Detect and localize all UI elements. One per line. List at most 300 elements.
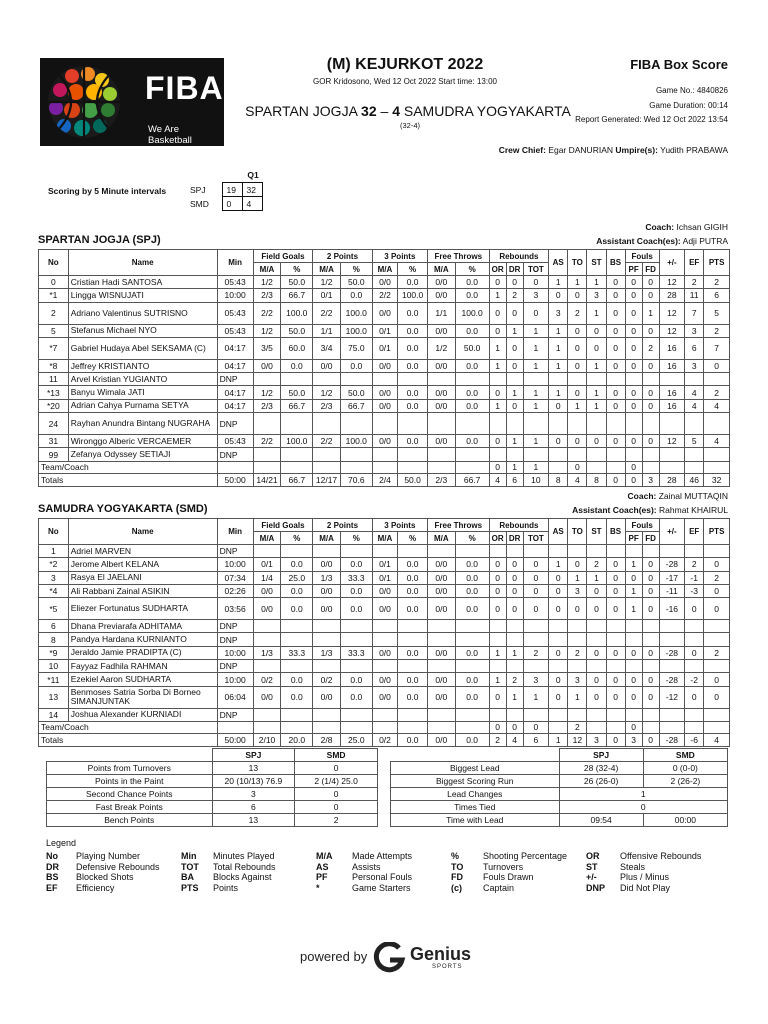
assists: [549, 708, 568, 721]
blocks: [606, 373, 625, 386]
assists: 1: [549, 324, 568, 337]
p3-made-attempted: 0/0: [372, 673, 398, 686]
p3-made-attempted: 0/0: [372, 302, 398, 324]
legend-description: Offensive Rebounds: [620, 851, 702, 861]
assists: [549, 620, 568, 633]
ft-made-attempted: 0/0: [427, 386, 455, 399]
ft-pct: 0.0: [455, 673, 489, 686]
ft-pct: 0.0: [455, 558, 489, 571]
fg-pct: [281, 545, 313, 558]
blocks: [606, 708, 625, 721]
fg-made-attempted: 1/4: [253, 571, 281, 584]
blocks: 0: [606, 337, 625, 359]
totals-row: [39, 733, 730, 746]
blocks: 0: [606, 399, 625, 412]
points: 2: [704, 386, 730, 399]
def-rebounds: 6: [506, 473, 523, 486]
off-rebounds: 4: [489, 473, 506, 486]
fouls-drawn: [642, 545, 659, 558]
fouls-drawn: 1: [642, 302, 659, 324]
personal-fouls: [625, 708, 642, 721]
off-rebounds: [489, 373, 506, 386]
ft-pct: 100.0: [455, 302, 489, 324]
summary-row: [47, 762, 378, 775]
summary-row: [391, 814, 728, 827]
turnovers: [568, 708, 587, 721]
p3-pct: [398, 620, 428, 633]
assists: 1: [549, 337, 568, 359]
off-rebounds: [489, 660, 506, 673]
legend-key: %: [451, 851, 460, 861]
ft-pct: 0.0: [455, 399, 489, 412]
fg-made-attempted: 1/2: [253, 386, 281, 399]
p3-made-attempted: 0/1: [372, 324, 398, 337]
p2-made-attempted: 1/1: [313, 324, 341, 337]
p2-made-attempted: 0/0: [313, 359, 341, 372]
legend-key: BA: [181, 872, 194, 882]
blocks: 0: [606, 324, 625, 337]
fg-pct: 50.0: [281, 386, 313, 399]
coach-label: Coach:: [627, 491, 657, 501]
interval-label: Scoring by 5 Minute intervals: [48, 186, 167, 196]
col-3-points: 3 Points: [372, 250, 427, 263]
legend-description: Efficiency: [76, 882, 115, 893]
summary-value: 26 (26-0): [559, 775, 643, 788]
col-dr: DR: [506, 263, 523, 276]
player-number: 24: [39, 413, 69, 435]
ft-made-attempted: 1/2: [427, 337, 455, 359]
fouls-drawn: 0: [642, 399, 659, 412]
efficiency: 2: [685, 558, 704, 571]
interval-table: [190, 182, 263, 211]
home-assistant-coach: [596, 236, 728, 246]
col-pct: %: [455, 532, 489, 545]
game-flow-summary: [390, 748, 728, 827]
ft-made-attempted: 0/0: [427, 571, 455, 584]
plus-minus: 16: [659, 386, 685, 399]
steals: 3: [587, 289, 606, 302]
def-rebounds: 2: [506, 673, 523, 686]
ft-pct: 0.0: [455, 686, 489, 708]
player-name: Lingga WISNUJATI: [68, 289, 217, 302]
total-rebounds: [523, 545, 549, 558]
p2-made-attempted: 0/0: [313, 598, 341, 620]
p3-made-attempted: [372, 373, 398, 386]
plus-minus: [659, 448, 685, 461]
interval-value: 0: [222, 197, 242, 211]
player-number: 14: [39, 708, 69, 721]
turnovers: [568, 660, 587, 673]
fouls-drawn: 0: [642, 558, 659, 571]
total-rebounds: 3: [523, 289, 549, 302]
assists: [549, 461, 568, 473]
blocks: [606, 461, 625, 473]
fg-pct: [281, 461, 313, 473]
turnovers: 0: [568, 359, 587, 372]
efficiency: [685, 620, 704, 633]
off-rebounds: 1: [489, 399, 506, 412]
col-field-goals: Field Goals: [253, 519, 313, 532]
def-rebounds: 1: [506, 686, 523, 708]
efficiency: [685, 660, 704, 673]
off-rebounds: 0: [489, 461, 506, 473]
minutes: [217, 461, 253, 473]
points: 4: [704, 435, 730, 448]
col-free-throws: Free Throws: [427, 519, 489, 532]
col-dr: DR: [506, 532, 523, 545]
away-team-title: SAMUDRA YOGYAKARTA (SMD): [38, 503, 208, 515]
efficiency: 3: [685, 324, 704, 337]
ft-pct: 0.0: [455, 646, 489, 659]
totals-row: [39, 473, 730, 486]
p3-made-attempted: 2/2: [372, 289, 398, 302]
officials-line: [499, 145, 728, 155]
table-row: [39, 359, 730, 372]
ft-pct: 0.0: [455, 435, 489, 448]
p3-pct: 0.0: [398, 435, 428, 448]
points: 2: [704, 571, 730, 584]
umpires: Yudith PRABAWA: [660, 145, 728, 155]
off-rebounds: 0: [489, 276, 506, 289]
p2-made-attempted: 2/3: [313, 399, 341, 412]
steals: 0: [587, 646, 606, 659]
legend-key: OR: [586, 851, 600, 861]
table-row: [39, 673, 730, 686]
p2-made-attempted: [313, 620, 341, 633]
p3-pct: 50.0: [398, 473, 428, 486]
p2-pct: [340, 620, 372, 633]
p2-pct: 0.0: [340, 686, 372, 708]
blocks: 0: [606, 289, 625, 302]
minutes: [217, 721, 253, 733]
turnovers: 2: [568, 302, 587, 324]
ft-pct: 0.0: [455, 324, 489, 337]
totals-label: Totals: [39, 473, 218, 486]
table-row: [39, 386, 730, 399]
p3-made-attempted: [372, 721, 398, 733]
player-name: Ali Rabbani Zainal ASIKIN: [68, 584, 217, 597]
legend-key: AS: [316, 861, 329, 872]
col-made-attempted: M/A: [372, 263, 398, 276]
summary-blank-header: [391, 749, 560, 762]
p2-pct: [340, 461, 372, 473]
col-free-throws: Free Throws: [427, 250, 489, 263]
summary-row: [47, 788, 378, 801]
assists: 0: [549, 673, 568, 686]
p3-pct: [398, 721, 428, 733]
col-tot: TOT: [523, 532, 549, 545]
table-row: [39, 435, 730, 448]
legend-description: Did Not Play: [620, 882, 671, 893]
summary-row: [391, 762, 728, 775]
legend-item: [181, 851, 276, 862]
p3-made-attempted: 2/4: [372, 473, 398, 486]
steals: 2: [587, 558, 606, 571]
fouls-drawn: [642, 373, 659, 386]
col-made-attempted: M/A: [313, 532, 341, 545]
p2-made-attempted: [313, 413, 341, 435]
player-name: Rayhan Anundra Bintang NUGRAHA: [68, 413, 217, 435]
blocks: [606, 413, 625, 435]
points: [704, 413, 730, 435]
steals: 1: [587, 276, 606, 289]
p2-made-attempted: 2/2: [313, 302, 341, 324]
summary-value: 3: [212, 788, 295, 801]
summary-value: 0: [295, 801, 378, 814]
p3-made-attempted: 0/1: [372, 337, 398, 359]
efficiency: 0: [685, 598, 704, 620]
p3-pct: 0.0: [398, 558, 428, 571]
total-rebounds: 1: [523, 399, 549, 412]
p2-pct: [340, 413, 372, 435]
steals: 1: [587, 359, 606, 372]
assistant-label: Assistant Coach(es):: [596, 236, 681, 246]
off-rebounds: 0: [489, 386, 506, 399]
col-ef: EF: [685, 250, 704, 276]
blocks: [606, 633, 625, 646]
efficiency: [685, 461, 704, 473]
p3-pct: 0.0: [398, 673, 428, 686]
assists: 1: [549, 386, 568, 399]
player-number: 5: [39, 324, 69, 337]
fg-pct: 100.0: [281, 302, 313, 324]
personal-fouls: 0: [625, 721, 642, 733]
plus-minus: -28: [659, 733, 685, 746]
steals: 0: [587, 337, 606, 359]
legend-column: [46, 851, 160, 893]
plus-minus: 16: [659, 337, 685, 359]
legend-item: [451, 851, 567, 862]
summary-label: Biggest Scoring Run: [391, 775, 560, 788]
legend-key: +/-: [586, 872, 597, 882]
legend-item: [316, 872, 412, 883]
turnovers: [568, 545, 587, 558]
fg-made-attempted: 0/0: [253, 598, 281, 620]
fouls-drawn: 0: [642, 571, 659, 584]
points: 0: [704, 673, 730, 686]
plus-minus: [659, 413, 685, 435]
summary-team-header: SPJ: [212, 749, 295, 762]
fouls-drawn: 0: [642, 276, 659, 289]
ft-pct: [455, 461, 489, 473]
p3-pct: [398, 708, 428, 721]
assists: [549, 373, 568, 386]
p3-made-attempted: 0/1: [372, 571, 398, 584]
fg-made-attempted: 2/10: [253, 733, 281, 746]
table-row: [39, 413, 730, 435]
p3-made-attempted: [372, 413, 398, 435]
fg-made-attempted: 2/2: [253, 302, 281, 324]
personal-fouls: [625, 413, 642, 435]
total-rebounds: 0: [523, 571, 549, 584]
assists: 0: [549, 399, 568, 412]
legend-column: [451, 851, 567, 893]
player-number: 2: [39, 302, 69, 324]
efficiency: 2: [685, 276, 704, 289]
powered-by-text: powered by: [300, 949, 368, 964]
points: [704, 660, 730, 673]
p3-made-attempted: [372, 448, 398, 461]
def-rebounds: 0: [506, 584, 523, 597]
def-rebounds: 0: [506, 399, 523, 412]
col-fd: FD: [642, 532, 659, 545]
total-rebounds: 10: [523, 473, 549, 486]
p2-pct: 0.0: [340, 359, 372, 372]
player-number: *2: [39, 558, 69, 571]
table-row: [39, 448, 730, 461]
assists: 0: [549, 646, 568, 659]
assists: [549, 721, 568, 733]
fouls-drawn: 0: [642, 686, 659, 708]
legend-item: [586, 883, 701, 894]
p2-pct: 50.0: [340, 276, 372, 289]
p2-made-attempted: [313, 461, 341, 473]
interval-team: SPJ: [190, 184, 206, 195]
personal-fouls: [625, 373, 642, 386]
plus-minus: 12: [659, 302, 685, 324]
plus-minus: 12: [659, 435, 685, 448]
blocks: 0: [606, 584, 625, 597]
p2-pct: [340, 660, 372, 673]
steals: 1: [587, 386, 606, 399]
ft-pct: [455, 448, 489, 461]
col-rebounds: Rebounds: [489, 250, 549, 263]
personal-fouls: 0: [625, 302, 642, 324]
summary-row: [391, 788, 728, 801]
col-made-attempted: M/A: [313, 263, 341, 276]
legend-item: [181, 883, 276, 894]
ft-made-attempted: [427, 708, 455, 721]
fg-pct: 66.7: [281, 399, 313, 412]
def-rebounds: 0: [506, 276, 523, 289]
minutes: 10:00: [217, 289, 253, 302]
fg-pct: 100.0: [281, 435, 313, 448]
ft-pct: 50.0: [455, 337, 489, 359]
plus-minus: -28: [659, 646, 685, 659]
plus-minus: [659, 633, 685, 646]
p2-pct: [340, 721, 372, 733]
turnovers: 0: [568, 435, 587, 448]
legend-key: ST: [586, 861, 598, 872]
fg-pct: [281, 413, 313, 435]
plus-minus: 28: [659, 289, 685, 302]
points: 6: [704, 289, 730, 302]
off-rebounds: 0: [489, 571, 506, 584]
ft-made-attempted: [427, 721, 455, 733]
steals: 0: [587, 673, 606, 686]
fg-made-attempted: [253, 373, 281, 386]
fg-made-attempted: 14/21: [253, 473, 281, 486]
ft-pct: [455, 620, 489, 633]
personal-fouls: 1: [625, 598, 642, 620]
total-rebounds: [523, 708, 549, 721]
steals: 0: [587, 584, 606, 597]
summary-value: 2 (26-2): [643, 775, 727, 788]
p3-pct: 0.0: [398, 399, 428, 412]
p3-made-attempted: 0/0: [372, 359, 398, 372]
off-rebounds: 1: [489, 337, 506, 359]
points: 2: [704, 324, 730, 337]
player-name: Joshua Alexander KURNIADI: [68, 708, 217, 721]
ft-pct: 0.0: [455, 276, 489, 289]
ft-pct: 0.0: [455, 571, 489, 584]
personal-fouls: [625, 620, 642, 633]
summary-label: Points from Turnovers: [47, 762, 213, 775]
legend-item: [316, 862, 412, 873]
fg-pct: 50.0: [281, 276, 313, 289]
steals: 0: [587, 435, 606, 448]
def-rebounds: [506, 373, 523, 386]
steals: [587, 660, 606, 673]
assists: [549, 545, 568, 558]
p2-made-attempted: [313, 708, 341, 721]
off-rebounds: 1: [489, 646, 506, 659]
basketball-logo-icon: [46, 64, 122, 140]
p2-made-attempted: [313, 633, 341, 646]
turnovers: 12: [568, 733, 587, 746]
minutes: DNP: [217, 413, 253, 435]
personal-fouls: 0: [625, 686, 642, 708]
off-rebounds: [489, 633, 506, 646]
ft-made-attempted: 0/0: [427, 435, 455, 448]
ft-pct: [455, 545, 489, 558]
plus-minus: [659, 708, 685, 721]
col-plus-minus: +/-: [659, 519, 685, 545]
p2-made-attempted: 0/0: [313, 584, 341, 597]
off-rebounds: 0: [489, 686, 506, 708]
plus-minus: [659, 620, 685, 633]
total-rebounds: 1: [523, 337, 549, 359]
player-number: 8: [39, 633, 69, 646]
p3-pct: [398, 373, 428, 386]
blocks: 0: [606, 686, 625, 708]
legend-description: Minutes Played: [213, 851, 275, 861]
col-made-attempted: M/A: [253, 532, 281, 545]
points: 0: [704, 359, 730, 372]
p2-pct: [340, 708, 372, 721]
plus-minus: [659, 721, 685, 733]
player-name: Adrian Cahya Purnama SETYA: [68, 399, 217, 412]
personal-fouls: 0: [625, 359, 642, 372]
p2-pct: 0.0: [340, 673, 372, 686]
ft-made-attempted: 0/0: [427, 733, 455, 746]
team-stats-summary: [46, 748, 378, 827]
p2-made-attempted: 3/4: [313, 337, 341, 359]
p3-pct: 0.0: [398, 584, 428, 597]
personal-fouls: [625, 633, 642, 646]
personal-fouls: 3: [625, 733, 642, 746]
efficiency: 3: [685, 359, 704, 372]
p3-pct: [398, 633, 428, 646]
p2-made-attempted: [313, 721, 341, 733]
p3-pct: 0.0: [398, 646, 428, 659]
player-number: 99: [39, 448, 69, 461]
efficiency: -2: [685, 673, 704, 686]
steals: 1: [587, 571, 606, 584]
col-or: OR: [489, 532, 506, 545]
ft-made-attempted: 0/0: [427, 673, 455, 686]
legend-key: EF: [46, 882, 58, 893]
total-rebounds: [523, 373, 549, 386]
p2-pct: 70.6: [340, 473, 372, 486]
ft-made-attempted: 0/0: [427, 289, 455, 302]
off-rebounds: 2: [489, 733, 506, 746]
away-coach: [628, 491, 728, 501]
interval-value: 4: [242, 197, 262, 211]
col-field-goals: Field Goals: [253, 250, 313, 263]
player-name: Fayyaz Fadhila RAHMAN: [68, 660, 217, 673]
minutes: 03:56: [217, 598, 253, 620]
